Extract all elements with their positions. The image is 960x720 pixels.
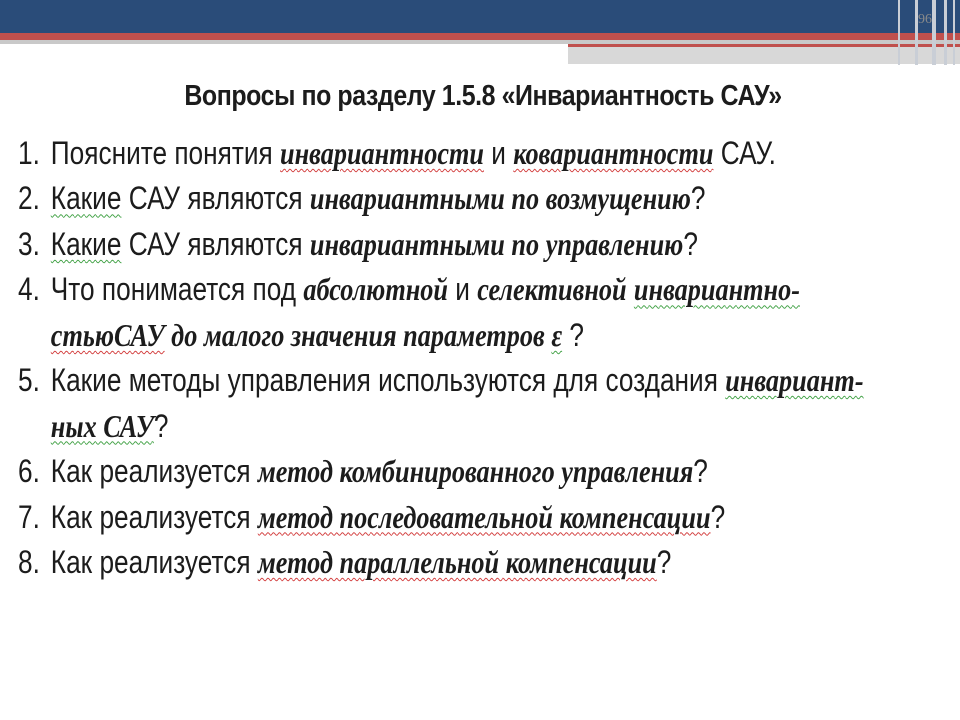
item-text: ? — [693, 453, 708, 490]
item-text: Какие — [50, 180, 122, 217]
item-term: инвариантно- — [633, 271, 800, 308]
item-number: 3. — [18, 225, 40, 262]
header-accent-stripe — [0, 33, 960, 40]
item-number: 4. — [18, 271, 40, 308]
item-term: до малого значения параметров — [164, 316, 552, 353]
epsilon-symbol: ε — [551, 316, 563, 353]
decor-line — [915, 0, 918, 65]
decor-line — [953, 0, 955, 65]
item-text: Какие — [50, 225, 122, 262]
decor-line — [932, 0, 936, 65]
item-text: Что понимается под — [50, 271, 304, 308]
list-item — [18, 495, 960, 540]
item-text: Поясните понятия — [50, 135, 281, 171]
list-item — [18, 131, 960, 176]
item-text: ? — [562, 316, 584, 353]
item-term: инвариантными по управлению — [309, 225, 684, 262]
item-term: метод комбинированного управления — [257, 453, 694, 490]
item-text: ? — [690, 180, 706, 217]
list-item — [18, 176, 960, 221]
slide-content — [18, 80, 948, 585]
item-text: ? — [656, 543, 672, 580]
header-gray-block — [568, 47, 960, 64]
list-item — [18, 358, 960, 403]
question-list — [18, 131, 948, 585]
item-text: Как реализуется — [50, 543, 258, 580]
item-text: ? — [153, 407, 169, 444]
item-term: селективной — [477, 271, 627, 308]
list-item — [18, 540, 960, 585]
list-item — [18, 222, 960, 267]
item-term: стью — [50, 316, 115, 353]
item-text: САУ являются — [121, 180, 310, 217]
item-text: САУ. — [713, 135, 776, 171]
item-term: метод последовательной компенсации — [257, 498, 711, 535]
slide-title: Вопросы по разделу 1.5.8 «Инвариантность САУ» — [184, 80, 782, 112]
item-number: 7. — [18, 498, 40, 535]
list-item — [18, 404, 960, 449]
item-term: инвариантными по возмущению — [309, 180, 691, 217]
item-text: Как реализуется — [50, 498, 258, 535]
page-number: 96 — [918, 12, 932, 27]
item-text: Как реализуется — [50, 453, 258, 490]
list-item — [18, 313, 960, 358]
item-term: САУ — [114, 316, 165, 353]
list-item — [18, 267, 960, 312]
item-term: инвариант- — [725, 362, 864, 399]
list-item — [18, 449, 960, 494]
item-number: 8. — [18, 543, 40, 580]
item-text: и — [448, 271, 478, 308]
item-text — [627, 271, 634, 307]
item-text: и — [483, 135, 514, 171]
item-term: метод параллельной компенсации — [257, 543, 657, 580]
header-bar — [0, 0, 960, 33]
item-term: ных САУ — [50, 407, 154, 444]
item-text: ? — [683, 225, 698, 262]
decor-line — [898, 0, 900, 65]
item-number: 5. — [18, 362, 40, 399]
item-term: абсолютной — [303, 271, 449, 308]
item-number: 2. — [18, 180, 40, 217]
item-text: Какие методы управления используются для создания — [50, 362, 726, 399]
item-term: ковариантности — [513, 135, 714, 171]
item-number: 6. — [18, 453, 40, 490]
item-text: САУ являются — [121, 225, 310, 262]
decor-line — [944, 0, 947, 65]
item-text: ? — [710, 498, 726, 535]
item-term: инвариантности — [280, 135, 484, 171]
item-number: 1. — [18, 135, 40, 171]
